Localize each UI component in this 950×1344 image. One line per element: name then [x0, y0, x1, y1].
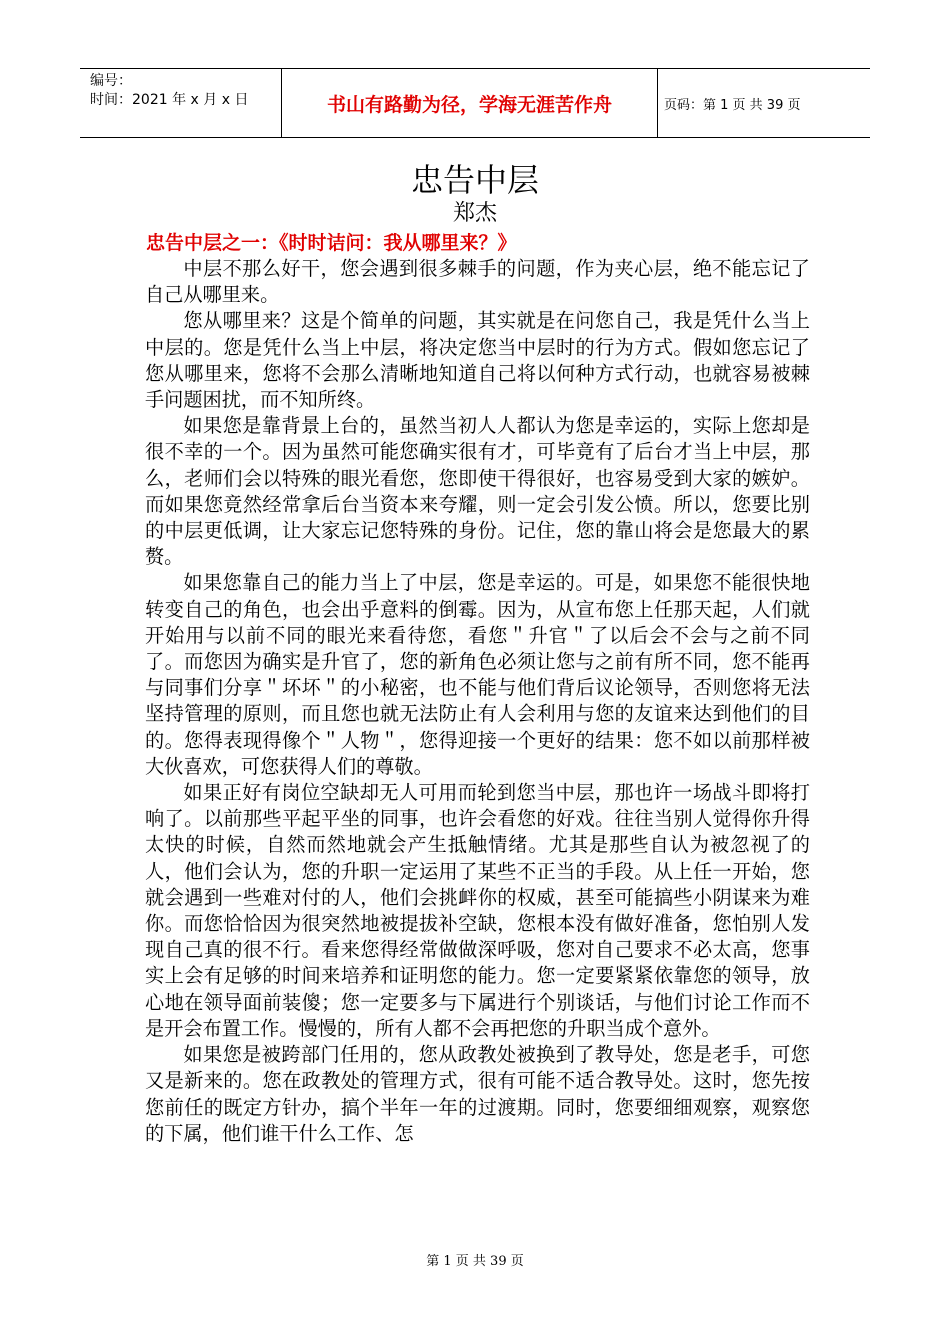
document-author: 郑杰	[452, 201, 497, 226]
paragraph: 如果正好有岗位空缺却无人可用而轮到您当中层，那也许一场战斗即将打响了。以前那些平起平坐的同事，也许会看您的好戏。往往当别人觉得你升得太快的时候，自然而然地就会产生抵触情绪。尤其是那些自认为被忽视了的人，他们会认为，您的升职一定运用了某些不正当的手段。从上任一开始，您就会遇到一些难对付的人，他们会挑衅你的权威，甚至可能搞些小阴谋来为难你。而您恰恰因为很突然地被提拔补空缺，您根本没有做好准备，您怕别人发现自己真的很不行。看来您得经常做做深呼吸，您对自己要求不必太高，您事实上会有足够的时间来培养和证明您的能力。您一定要紧紧依靠您的领导，放心地在领导面前装傻；您一定要多与下属进行个别谈话，与他们讨论工作而不是开会布置工作。慢慢的，所有人都不会再把您的升职当成个意外。	[145, 781, 810, 1040]
paragraph: 如果您靠自己的能力当上了中层，您是幸运的。可是，如果您不能很快地转变自己的角色，也会出乎意料的倒霉。因为，从宣布您上任那天起，人们就开始用与以前不同的眼光来看待您，看您＂升官＂了以后会不会与之前不同了。而您因为确实是升官了，您的新角色必须让您与之前有所不同，您不能再与同事们分享＂坏坏＂的小秘密，也不能与他们背后议论领导，否则您将无法坚持管理的原则，而且您也就无法防止有人会利用与您的友谊来达到他们的目的。您得表现得像个＂人物＂，您得迎接一个更好的结果：您不如以前那样被大伙喜欢，可您获得人们的尊敬。	[145, 571, 810, 778]
header-table	[80, 68, 870, 138]
page-info-cell	[658, 69, 870, 137]
section-heading: 忠告中层之一：《时时诘问：我从哪里来？》	[146, 232, 517, 254]
paragraph: 中层不那么好干，您会遇到很多棘手的问题，作为夹心层，绝不能忘记了自己从哪里来。	[145, 257, 810, 307]
paragraph: 您从哪里来？这是个简单的问题，其实就是在问您自己，我是凭什么当上中层的。您是凭什么当上中层，将决定您当中层时的行为方式。假如您忘记了您从哪里来，您将不会那么清晰地知道自己将以何种方式行动，也就容易被棘手问题困扰，而不知所终。	[145, 309, 810, 412]
paragraph: 如果您是靠背景上台的，虽然当初人人都认为您是幸运的，实际上您却是很不幸的一个。因为虽然可能您确实很有才，可毕竟有了后台才当上中层，那么，老师们会以特殊的眼光看您，您即使干得很好，也容易受到大家的嫉妒。而如果您竟然经常拿后台当资本来夸耀，则一定会引发公愤。所以，您要比别的中层更低调，让大家忘记您特殊的身份。记住，您的靠山将会是您最大的累赘。	[145, 414, 810, 569]
header-meta-cell	[80, 69, 282, 137]
motto-cell	[282, 69, 658, 137]
date-label: 时间：2021 年 x 月 x 日	[90, 92, 249, 108]
paragraph: 如果您是被跨部门任用的，您从政教处被换到了教导处，您是老手，可您又是新来的。您在政教处的管理方式，很有可能不适合教导处。这时，您先按您前任的既定方针办，搞个半年一年的过渡期。同时，您要细细观察，观察您的下属，他们谁干什么工作、怎	[145, 1043, 810, 1145]
body-text	[145, 256, 810, 1147]
serial-number-label: 编号：	[90, 73, 132, 89]
page-info-text: 页码：第 1 页 共 39 页	[664, 97, 801, 113]
document-title: 忠告中层	[410, 161, 539, 199]
motto-text: 书山有路勤为径，学海无涯苦作舟	[326, 93, 612, 116]
page-footer: 第 1 页 共 39 页	[426, 1254, 524, 1269]
